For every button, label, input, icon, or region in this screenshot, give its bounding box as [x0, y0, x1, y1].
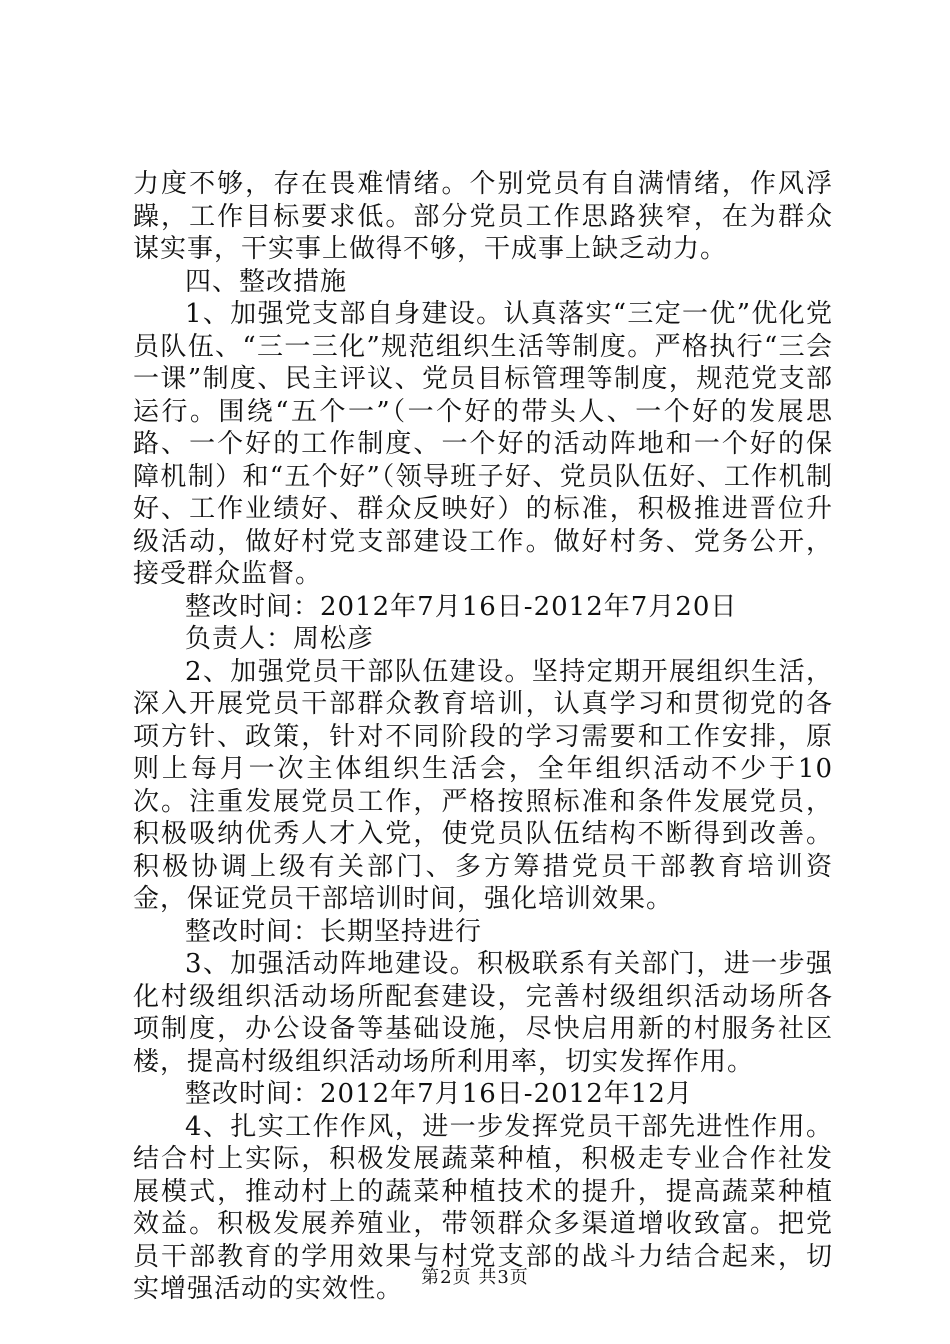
measure-paragraph-4: 4、扎实工作作风，进一步发挥党员干部先进性作用。结合村上实际，积极发展蔬菜种植，积极走专业合作社发展模式，推动村上的蔬菜种植技术的提升，提高蔬菜种植效益。积极发展养殖业，带领群众多渠道增收致富。把党员干部教育的学用效果与村党支部的战斗力结合起来，切实增强活动的实效性。	[133, 1111, 833, 1304]
measure-2-timeframe: 整改时间：长期坚持进行	[185, 916, 483, 947]
section-heading: 四、整改措施	[185, 266, 348, 297]
measure-1-timeframe: 整改时间：2012年7月16日-2012年7月20日	[185, 591, 738, 622]
measure-paragraph-2: 2、加强党员干部队伍建设。坚持定期开展组织生活，深入开展党员干部群众教育培训，认真学习和贯彻党的各项方针、政策，针对不同阶段的学习需要和工作安排，原则上每月一次主体组织生活会，全年组织活动不少于10次。注重发展党员工作，严格按照标准和条件发展党员，积极吸纳优秀人才入党，使党员队伍结构不断得到改善。积极协调上级有关部门、多方筹措党员干部教育培训资金，保证党员干部培训时间，强化培训效果。	[133, 656, 833, 914]
measure-paragraph-1: 1、加强党支部自身建设。认真落实“三定一优”优化党员队伍、“三一三化”规范组织生活等制度。严格执行“三会一课”制度、民主评议、党员目标管理等制度，规范党支部运行。围绕“五个一”（一个好的带头人、一个好的发展思路、一个好的工作制度、一个好的活动阵地和一个好的保障机制）和“五个好”（领导班子好、党员队伍好、工作机制好、工作业绩好、群众反映好）的标准，积极推进晋位升级活动，做好村党支部建设工作。做好村务、党务公开，接受群众监督。	[133, 299, 833, 589]
page-footer	[0, 1263, 950, 1289]
measure-1-responsible: 负责人：周松彦	[185, 624, 375, 654]
document-body	[133, 168, 833, 1306]
measure-paragraph-3: 3、加强活动阵地建设。积极联系有关部门，进一步强化村级组织活动场所配套建设，完善村级组织活动场所各项制度，办公设备等基础设施，尽快启用新的村服务社区楼，提高村级组织活动场所利用率，切实发挥作用。	[133, 949, 833, 1077]
paragraph-continuation: 力度不够，存在畏难情绪。个别党员有自满情绪，作风浮躁，工作目标要求低。部分党员工作思路狭窄，在为群众谋实事，干实事上做得不够，干成事上缺乏动力。	[133, 169, 833, 264]
measure-3-timeframe: 整改时间：2012年7月16日-2012年12月	[185, 1079, 693, 1109]
page-number: 第2页 共3页	[421, 1267, 529, 1288]
